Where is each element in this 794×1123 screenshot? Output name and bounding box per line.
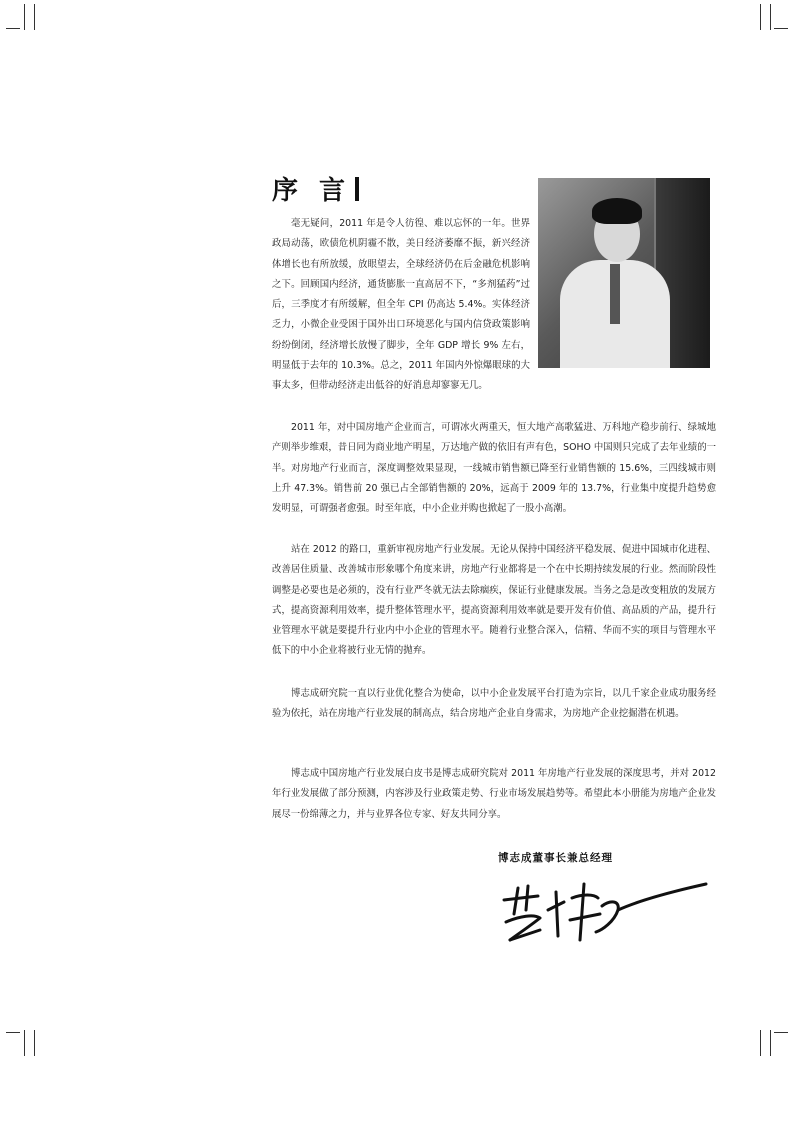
crop-mark-bottom-right: [754, 1020, 794, 1060]
preface-paragraph-3: 站在 2012 的路口，重新审视房地产行业发展。无论从保持中国经济平稳发展、促进中国城市化进程、改善居住质量、改善城市形象哪个角度来讲，房地产行业都将是一个在中长期持续发展的行业。然而阶段性调整是必要也是必须的，没有行业严冬就无法去除痼疾，保证行业健康发展。当务之急是改变粗放的发展方式，提高资源利用效率，提升整体管理水平，提高资源利用效率就是要开发有价值、高品质的产品，提升行业管理水平就是要提升行业内中小企业的管理水平。随着行业整合深入，信精、华而不实的项目与管理水平低下的中小企业将被行业无情的抛弃。: [272, 544, 716, 657]
page-title-text: 序 言: [272, 176, 352, 206]
preface-paragraph-2: 2011 年，对中国房地产企业而言，可谓冰火两重天，恒大地产高歌猛进、万科地产稳步前行、绿城地产则举步维艰，昔日同为商业地产明星，万达地产做的依旧有声有色，SOHO 中国则只完成了去年业绩的一半。对房地产行业而言，深度调整效果显现，一线城市销售额已降至行业销售额的 15.6%，三四线城市则上升 47.3%。销售前 20 强已占全部销售额的 20%，远高于 2009 年的 13.7%，行业集中度提升趋势愈发明显，可谓强者愈强。时至年底，中小企业并购也掀起了一股小高潮。: [272, 422, 716, 515]
signer-title: 博志成董事长兼总经理: [498, 852, 613, 864]
preface-paragraph-4: 博志成研究院一直以行业优化整合为使命，以中小企业发展平台打造为宗旨，以几千家企业成功服务经验为依托，站在房地产行业发展的制高点，结合房地产企业自身需求，为房地产企业挖掘潜在机遇。: [272, 688, 716, 720]
preface-paragraph-5: 博志成中国房地产行业发展白皮书是博志成研究院对 2011 年房地产行业发展的深度思考，并对 2012 年行业发展做了部分预测，内容涉及行业政策走势、行业市场发展趋势等。希望此本小册能为房地产企业发展尽一份绵薄之力，并与业界各位专家、好友共同分享。: [272, 768, 716, 820]
preface-paragraph-1: 毫无疑问，2011 年是令人彷徨、难以忘怀的一年。世界政局动荡，欧债危机阴霾不散，美日经济萎靡不振，新兴经济体增长也有所放缓，放眼望去，全球经济仍在后金融危机影响之下。回顾国内经济，通货膨胀一直高居不下，“多剂猛药”过后，三季度才有所缓解，但全年 CPI 仍高达 5.4%。实体经济乏力，小微企业受困于国外出口环境恶化与国内信贷政策影响纷纷倒闭，经济增长放慢了脚步，全年 GDP 增长 9% 左右，明显低于去年的 10.3%。总之，2011 年国内外惊爆眼球的大事太多，但带动经济走出低谷的好消息却寥寥无几。: [272, 218, 530, 392]
photo-figure-hair: [592, 198, 642, 224]
crop-mark-top-left: [0, 0, 40, 40]
crop-mark-top-right: [754, 0, 794, 40]
photo-figure-tie: [610, 264, 620, 324]
title-bar: [355, 177, 359, 201]
crop-mark-bottom-left: [0, 1020, 40, 1060]
handwritten-signature: [500, 870, 720, 960]
page-title: [272, 170, 359, 207]
author-portrait-photo: [538, 178, 710, 368]
